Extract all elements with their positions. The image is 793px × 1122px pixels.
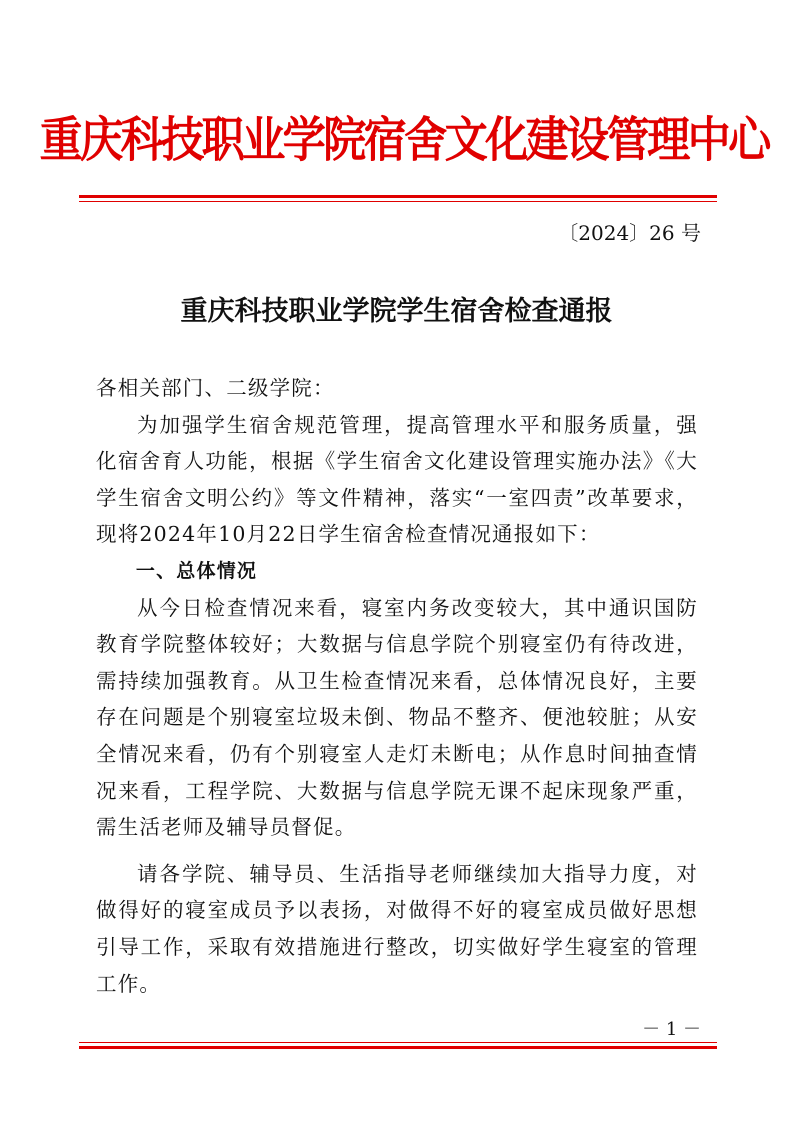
footer-red-rule xyxy=(79,1046,717,1049)
issuing-organization-title: 重庆科技职业学院宿舍文化建设管理中心 xyxy=(39,112,769,168)
salutation: 各相关部门、二级学院： xyxy=(96,376,335,400)
closing-paragraph: 请各学院、辅导员、生活指导老师继续加大指导力度，对做得好的寝室成员予以表扬，对做得不好的寝室成员做好思想引导工作，采取有效措施进行整改，切实做好学生寝室的管理工作。 xyxy=(96,861,698,996)
document-number: 〔2024〕26 号 xyxy=(558,221,701,245)
document-title: 重庆科技职业学院学生宿舍检查通报 xyxy=(180,296,613,327)
overview-paragraph: 从今日检查情况来看，寝室内务改变较大，其中通识国防教育学院整体较好；大数据与信息学院个别寝室仍有待改进，需持续加强教育。从卫生检查情况来看，总体情况良好，主要存在问题是个别寝室垃圾未倒、物品不整齐、便池较脏；从安全情况来看，仍有个别寝室人走灯未断电；从作息时间抽查情况来看，工程学院、大数据与信息学院无课不起床现象严重，需生活老师及辅导员督促。 xyxy=(96,595,698,840)
section-heading-overview: 一、总体情况 xyxy=(135,559,258,582)
header-red-rule xyxy=(79,195,717,198)
page-number: － 1 － xyxy=(642,1019,701,1040)
footer-red-rule-thin xyxy=(79,1042,717,1043)
header-red-rule-thin xyxy=(79,201,717,202)
document-body xyxy=(96,370,698,1002)
intro-paragraph: 为加强学生宿舍规范管理，提高管理水平和服务质量，强化宿舍育人功能，根据《学生宿舍文化建设管理实施办法》《大学生宿舍文明公约》等文件精神，落实“一室四责”改革要求，现将2024年10月22日学生宿舍检查情况通报如下： xyxy=(96,412,698,547)
